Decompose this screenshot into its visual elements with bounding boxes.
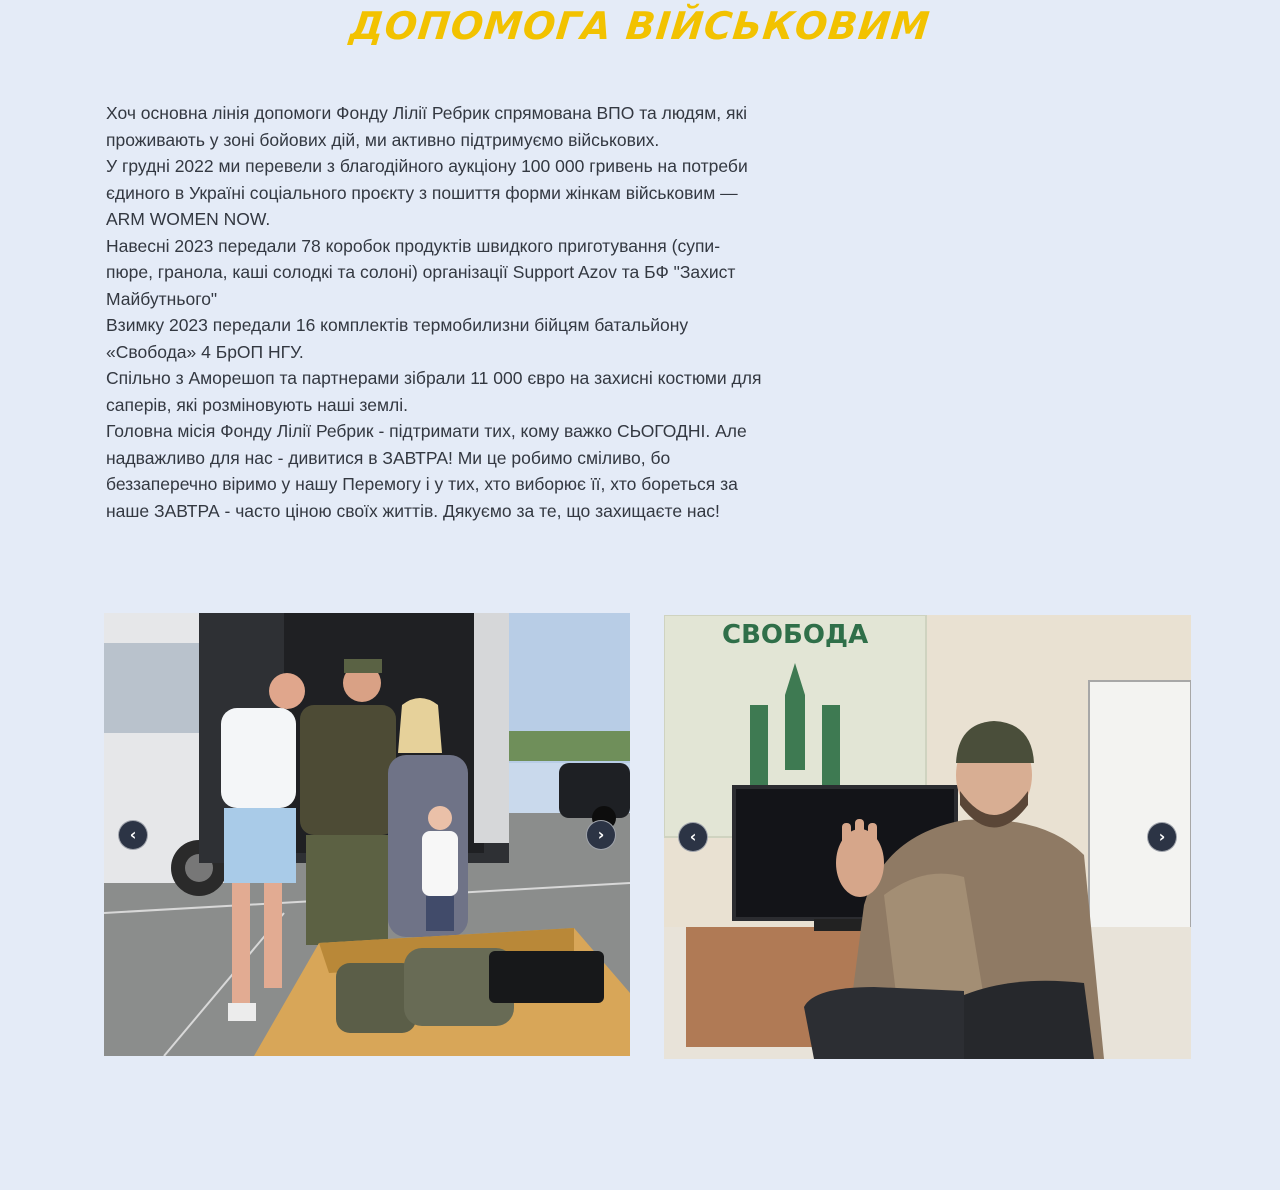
slider-1-next-button[interactable] <box>586 820 616 850</box>
slide-photo-svoboda-soldier <box>664 615 1191 1059</box>
slide-photo-van-group <box>104 613 630 1056</box>
paragraph-support-azov: Навесні 2023 передали 78 коробок продуктів швидкого приготування (супи-пюре, гранола, каші солодкі та солоні) організації Support Azov та БФ "Захист Майбутнього" <box>106 235 736 309</box>
paragraph-svoboda-battalion: Взимку 2023 передали 16 комплектів термобилизни бійцям батальйону «Свобода» 4 БрОП НГУ. <box>106 315 689 362</box>
paragraph-sappers: Спільно з Аморешоп та партнерами зібрали 11 000 євро на захисні костюми для саперів, які розміновують наші землі. <box>106 368 762 415</box>
flag-label: СВОБОДА <box>722 620 869 650</box>
chevron-left-icon: ‹ <box>129 824 137 844</box>
chevron-right-icon: › <box>1158 827 1166 846</box>
chevron-right-icon: › <box>597 824 605 844</box>
paragraph-arm-women-now: У грудні 2022 ми перевели з благодійного аукціону 100 000 гривень на потреби єдиного в Україні соціального проєкту з пошиття форми жінкам військовим — ARM WOMEN NOW. <box>106 156 748 229</box>
slider-2-next-button[interactable] <box>1147 822 1177 852</box>
paragraph-mission: Головна місія Фонду Лілії Ребрик - підтримати тих, кому важко СЬОГОДНІ. Але надважливо для нас - дивитися в ЗАВТРА! Ми це робимо сміливо, бо беззаперечно віримо у нашу Перемогу і у тих, хто виборює її, хто бореться за наше ЗАВТРА - часто ціною своїх життів. Дякуємо за те, що захищаєте нас! <box>106 421 747 521</box>
photo-slider-1[interactable] <box>104 613 630 1056</box>
slider-2-prev-button[interactable] <box>678 822 708 852</box>
section-body <box>106 100 766 524</box>
section-title: ДОПОМОГА ВІЙСЬКОВИМ <box>347 4 933 48</box>
chevron-left-icon: ‹ <box>689 827 697 846</box>
slider-1-prev-button[interactable] <box>118 820 148 850</box>
photo-slider-2[interactable] <box>664 615 1191 1059</box>
paragraph-intro: Хоч основна лінія допомоги Фонду Лілії Ребрик спрямована ВПО та людям, які проживають у зоні бойових дій, ми активно підтримуємо військових. <box>106 103 748 150</box>
